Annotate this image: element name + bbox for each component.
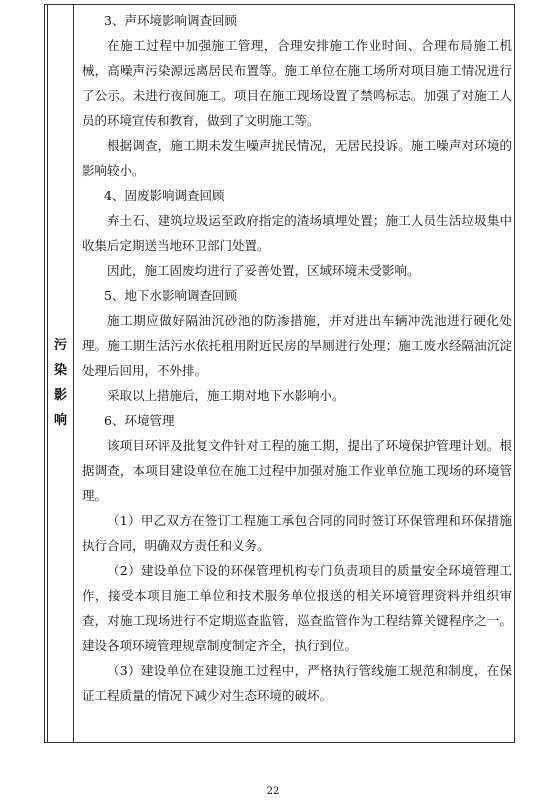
section-heading: 5、地下水影响调查回顾 xyxy=(104,288,237,303)
pollution-impact-label xyxy=(48,333,73,433)
section-heading: 6、环境管理 xyxy=(104,413,175,428)
body-paragraph: 施工期应做好隔油沉砂池的防渗措施，并对进出车辆冲洗池进行硬化处理。施工期生活污水依托租用附近民房的旱厕进行处理；施工废水经隔油沉淀处理后回用，不外排。 xyxy=(82,313,512,378)
content-body xyxy=(82,8,512,708)
page-number: 22 xyxy=(266,786,280,797)
category-label-column xyxy=(48,5,74,742)
numbered-paragraph: （2）建设单位下设的环保管理机构专门负责项目的质量安全环境管理工作，接受本项目施工单位和技术服务单位报送的相关环境管理资料并组织审查，对施工现场进行不定期巡查监管，巡查监管作为工程结算关键程序之一。建设各项环境管理规章制度制定齐全，执行到位。 xyxy=(82,563,512,653)
numbered-paragraph: （3）建设单位在建设施工过程中，严格执行管线施工规范和制度，在保证工程质量的情况下减少对生态环境的破坏。 xyxy=(82,663,512,703)
body-paragraph: 弃土石、建筑垃圾运至政府指定的渣场填埋处置；施工人员生活垃圾集中收集后定期送当地环卫部门处置。 xyxy=(82,213,512,253)
body-paragraph: 在施工过程中加强施工管理，合理安排施工作业时间、合理布局施工机械，高噪声污染源远离居民布置等。施工单位在施工场所对项目施工情况进行了公示。未进行夜间施工。项目在施工现场设置了禁鸣标志。加强了对施工人员的环境宣传和教育，做到了文明施工等。 xyxy=(82,38,512,128)
body-paragraph: 根据调查，施工期未发生噪声扰民情况，无居民投诉。施工噪声对环境的影响较小。 xyxy=(82,138,512,178)
label-char: 响 xyxy=(53,413,67,428)
label-char: 影 xyxy=(53,388,67,403)
label-char: 污 xyxy=(53,338,67,353)
section-heading: 3、声环境影响调查回顾 xyxy=(104,13,237,28)
label-char: 染 xyxy=(53,363,67,378)
body-paragraph: 采取以上措施后，施工期对地下水影响小。 xyxy=(107,388,345,403)
body-paragraph: 因此，施工固废均进行了妥善处置，区域环境未受影响。 xyxy=(107,263,420,278)
section-heading: 4、固废影响调查回顾 xyxy=(104,188,225,203)
body-paragraph: 该项目环评及批复文件针对工程的施工期，提出了环境保护管理计划。根据调查，本项目建设单位在施工过程中加强对施工作业单位施工现场的环境管理。 xyxy=(82,438,512,503)
numbered-paragraph: （1）甲乙双方在签订工程施工承包合同的同时签订环保管理和环保措施执行合同，明确双方责任和义务。 xyxy=(82,513,512,553)
